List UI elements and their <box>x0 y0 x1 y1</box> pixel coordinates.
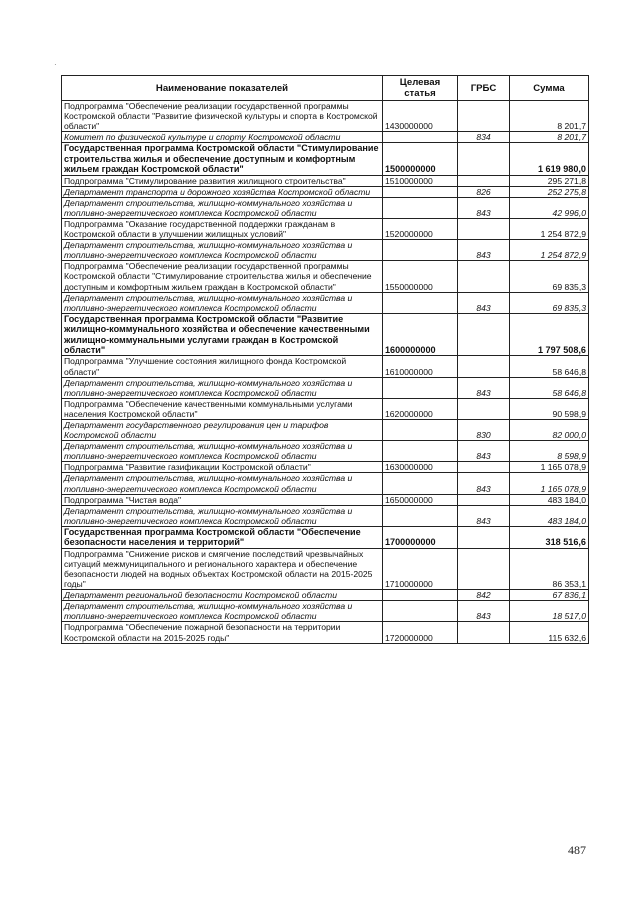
row-name: Подпрограмма "Обеспечение реализации государственной программы Костромской области "Стимулирование строительства жилья и обеспечение доступным и комфортным жильем граждан в Костромской области" <box>62 261 383 292</box>
header-sum: Сумма <box>510 76 589 101</box>
row-grbs: 843 <box>458 292 510 313</box>
row-name: Департамент транспорта и дорожного хозяйства Костромской области <box>62 186 383 197</box>
row-grbs <box>458 356 510 377</box>
row-target-article: 1510000000 <box>383 175 458 186</box>
row-target-article <box>383 505 458 526</box>
row-sum: 67 836,1 <box>510 590 589 601</box>
table-row <box>62 356 589 377</box>
row-sum: 483 184,0 <box>510 505 589 526</box>
row-sum: 252 275,8 <box>510 186 589 197</box>
row-sum: 69 835,3 <box>510 292 589 313</box>
row-name: Департамент строительства, жилищно-коммунального хозяйства и топливно-энергетического комплекса Костромской области <box>62 473 383 494</box>
table-row <box>62 261 589 292</box>
row-grbs <box>458 526 510 548</box>
row-name: Департамент строительства, жилищно-коммунального хозяйства и топливно-энергетического комплекса Костромской области <box>62 377 383 398</box>
row-name: Департамент строительства, жилищно-коммунального хозяйства и топливно-энергетического комплекса Костромской области <box>62 197 383 218</box>
row-target-article: 1610000000 <box>383 356 458 377</box>
row-name: Департамент строительства, жилищно-коммунального хозяйства и топливно-энергетического комплекса Костромской области <box>62 441 383 462</box>
row-sum: 115 632,6 <box>510 622 589 643</box>
row-name: Комитет по физической культуре и спорту Костромской области <box>62 132 383 143</box>
row-name: Государственная программа Костромской области "Обеспечение безопасности населения и территорий" <box>62 526 383 548</box>
row-name: Департамент строительства, жилищно-коммунального хозяйства и топливно-энергетического комплекса Костромской области <box>62 505 383 526</box>
table-row <box>62 292 589 313</box>
row-target-article <box>383 590 458 601</box>
table-row <box>62 590 589 601</box>
row-grbs <box>458 548 510 589</box>
row-sum: 1 254 872,9 <box>510 240 589 261</box>
row-target-article <box>383 441 458 462</box>
row-grbs: 830 <box>458 420 510 441</box>
row-sum: 318 516,6 <box>510 526 589 548</box>
table-row <box>62 143 589 175</box>
row-sum: 82 000,0 <box>510 420 589 441</box>
row-name: Подпрограмма "Улучшение состояния жилищного фонда Костромской области" <box>62 356 383 377</box>
row-name: Государственная программа Костромской области "Стимулирование строительства жилья и обеспечение доступным и комфортным жильем граждан Костромской области" <box>62 143 383 175</box>
row-sum: 8 598,9 <box>510 441 589 462</box>
table-row <box>62 175 589 186</box>
row-grbs: 843 <box>458 197 510 218</box>
row-target-article: 1430000000 <box>383 101 458 132</box>
row-sum: 86 353,1 <box>510 548 589 589</box>
row-target-article: 1600000000 <box>383 313 458 356</box>
row-sum: 69 835,3 <box>510 261 589 292</box>
row-grbs <box>458 398 510 419</box>
row-grbs: 842 <box>458 590 510 601</box>
row-target-article: 1710000000 <box>383 548 458 589</box>
row-name: Подпрограмма "Развитие газификации Костромской области" <box>62 462 383 473</box>
row-sum: 42 996,0 <box>510 197 589 218</box>
table-row <box>62 420 589 441</box>
table-row <box>62 240 589 261</box>
row-sum: 18 517,0 <box>510 601 589 622</box>
row-sum: 483 184,0 <box>510 494 589 505</box>
row-grbs: 834 <box>458 132 510 143</box>
table-row <box>62 441 589 462</box>
table-row <box>62 398 589 419</box>
row-target-article <box>383 473 458 494</box>
row-target-article <box>383 132 458 143</box>
row-grbs: 843 <box>458 377 510 398</box>
row-sum: 8 201,7 <box>510 132 589 143</box>
row-target-article: 1550000000 <box>383 261 458 292</box>
page-number: 487 <box>568 843 586 857</box>
row-sum: 8 201,7 <box>510 101 589 132</box>
row-grbs: 843 <box>458 473 510 494</box>
table-row <box>62 101 589 132</box>
table-row <box>62 186 589 197</box>
row-target-article <box>383 601 458 622</box>
row-grbs: 843 <box>458 601 510 622</box>
scan-mark: · <box>54 60 57 69</box>
table-row <box>62 218 589 239</box>
table-row <box>62 622 589 643</box>
row-name: Подпрограмма "Стимулирование развития жилищного строительства" <box>62 175 383 186</box>
row-name: Департамент региональной безопасности Костромской области <box>62 590 383 601</box>
row-target-article <box>383 292 458 313</box>
row-grbs: 843 <box>458 505 510 526</box>
table-row <box>62 548 589 589</box>
row-name: Подпрограмма "Обеспечение пожарной безопасности на территории Костромской области на 2015-2025 годы" <box>62 622 383 643</box>
row-target-article <box>383 197 458 218</box>
row-grbs <box>458 313 510 356</box>
row-target-article <box>383 377 458 398</box>
row-grbs <box>458 261 510 292</box>
budget-table <box>61 75 589 644</box>
row-sum: 295 271,8 <box>510 175 589 186</box>
row-grbs: 843 <box>458 240 510 261</box>
table-row <box>62 377 589 398</box>
row-sum: 1 254 872,9 <box>510 218 589 239</box>
row-name: Государственная программа Костромской области "Развитие жилищно-коммунального хозяйства и обеспечение качественными жилищно-коммунальными услугами граждан в Костромской области" <box>62 313 383 356</box>
row-name: Подпрограмма "Оказание государственной поддержки гражданам в Костромской области в улучшении жилищных условий" <box>62 218 383 239</box>
table-header-row <box>62 76 589 101</box>
row-sum: 1 797 508,6 <box>510 313 589 356</box>
table-row <box>62 526 589 548</box>
row-target-article: 1630000000 <box>383 462 458 473</box>
header-target-article: Целевая статья <box>383 76 458 101</box>
table-row <box>62 494 589 505</box>
row-grbs <box>458 143 510 175</box>
row-target-article: 1620000000 <box>383 398 458 419</box>
row-grbs <box>458 218 510 239</box>
row-grbs <box>458 622 510 643</box>
row-name: Департамент строительства, жилищно-коммунального хозяйства и топливно-энергетического комплекса Костромской области <box>62 601 383 622</box>
row-grbs <box>458 101 510 132</box>
row-sum: 58 646,8 <box>510 377 589 398</box>
row-target-article: 1720000000 <box>383 622 458 643</box>
row-name: Подпрограмма "Чистая вода" <box>62 494 383 505</box>
row-target-article <box>383 240 458 261</box>
row-sum: 90 598,9 <box>510 398 589 419</box>
row-grbs <box>458 175 510 186</box>
row-sum: 58 646,8 <box>510 356 589 377</box>
row-name: Подпрограмма "Обеспечение качественными коммунальными услугами населения Костромской области" <box>62 398 383 419</box>
table-row <box>62 132 589 143</box>
row-name: Департамент строительства, жилищно-коммунального хозяйства и топливно-энергетического комплекса Костромской области <box>62 240 383 261</box>
row-grbs: 843 <box>458 441 510 462</box>
row-target-article: 1520000000 <box>383 218 458 239</box>
row-grbs: 826 <box>458 186 510 197</box>
row-target-article: 1500000000 <box>383 143 458 175</box>
table-row <box>62 473 589 494</box>
table-row <box>62 505 589 526</box>
row-name: Департамент государственного регулирования цен и тарифов Костромской области <box>62 420 383 441</box>
header-grbs: ГРБС <box>458 76 510 101</box>
row-target-article: 1700000000 <box>383 526 458 548</box>
table-row <box>62 462 589 473</box>
table-row <box>62 313 589 356</box>
row-name: Департамент строительства, жилищно-коммунального хозяйства и топливно-энергетического комплекса Костромской области <box>62 292 383 313</box>
row-grbs <box>458 494 510 505</box>
row-sum: 1 165 078,9 <box>510 462 589 473</box>
row-grbs <box>458 462 510 473</box>
header-name: Наименование показателей <box>62 76 383 101</box>
row-name: Подпрограмма "Обеспечение реализации государственной программы Костромской области "Развитие физической культуры и спорта в Костромской области" <box>62 101 383 132</box>
row-sum: 1 165 078,9 <box>510 473 589 494</box>
row-sum: 1 619 980,0 <box>510 143 589 175</box>
row-name: Подпрограмма "Снижение рисков и смягчение последствий чрезвычайных ситуаций межмуниципального и регионального характера и обеспечение безопасности людей на водных объектах Костромской области на 2015-2025 годы" <box>62 548 383 589</box>
row-target-article <box>383 186 458 197</box>
row-target-article <box>383 420 458 441</box>
table-body <box>62 101 589 644</box>
table-row <box>62 197 589 218</box>
row-target-article: 1650000000 <box>383 494 458 505</box>
table-row <box>62 601 589 622</box>
